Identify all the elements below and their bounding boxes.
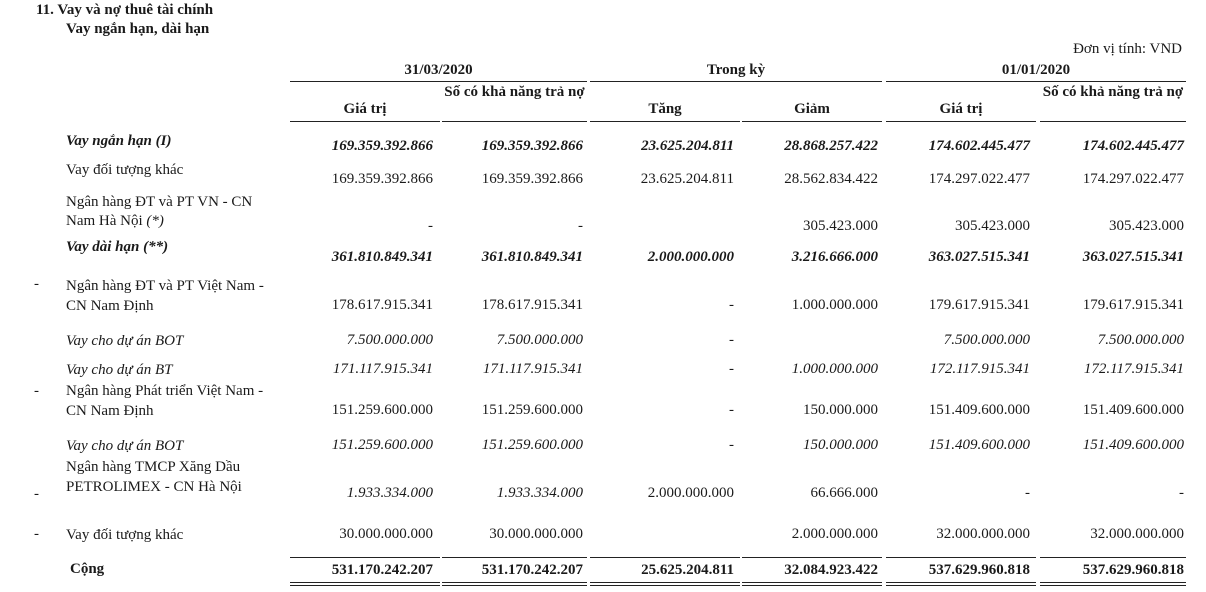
cell-value: 361.810.849.341 bbox=[481, 249, 583, 265]
cell-value: - bbox=[729, 437, 734, 453]
row-label-vay-du-an-bot-2: Vay cho dự án BOT bbox=[66, 438, 184, 454]
row-label-note: (*) bbox=[146, 213, 164, 229]
cell-value: 2.000.000.000 bbox=[791, 526, 878, 542]
row-label-bidv-nam-ha-noi-line1: Ngân hàng ĐT và PT VN - CN bbox=[66, 194, 253, 210]
cell-value: 178.617.915.341 bbox=[481, 297, 583, 313]
row-label-bidv-nam-ha-noi-line2 bbox=[66, 211, 164, 231]
row-label-vay-du-an-bot: Vay cho dự án BOT bbox=[66, 333, 184, 349]
cell-value: - bbox=[729, 297, 734, 313]
group-rule bbox=[590, 81, 882, 82]
header-rule bbox=[290, 121, 440, 122]
header-rule bbox=[590, 121, 740, 122]
cell-value: 169.359.392.866 bbox=[481, 138, 583, 154]
cell-value: 3.216.666.000 bbox=[791, 249, 878, 265]
cell-value: - bbox=[729, 332, 734, 348]
row-label-vay-ngan-han: Vay ngắn hạn (I) bbox=[66, 133, 172, 149]
total-rule-bottom bbox=[290, 582, 440, 583]
row-label-pgbank-line1: Ngân hàng TMCP Xăng Dầu bbox=[66, 459, 241, 475]
cell-value: 171.117.915.341 bbox=[482, 361, 583, 377]
cell-value: 305.423.000 bbox=[1109, 218, 1184, 234]
cell-value: 174.297.022.477 bbox=[1082, 171, 1184, 187]
section-subtitle: Vay ngắn hạn, dài hạn bbox=[66, 21, 210, 37]
total-rule-bottom bbox=[590, 582, 740, 583]
group-rule bbox=[290, 81, 587, 82]
cell-value: - bbox=[729, 361, 734, 377]
cell-value: 1.000.000.000 bbox=[791, 361, 878, 377]
cell-value: 7.500.000.000 bbox=[346, 332, 433, 348]
cell-value: 172.117.915.341 bbox=[1083, 361, 1184, 377]
cell-value: 179.617.915.341 bbox=[928, 297, 1030, 313]
total-rule-bottom bbox=[886, 582, 1036, 583]
total-rule-top bbox=[1040, 557, 1186, 558]
cell-value: - bbox=[1179, 485, 1184, 501]
total-label: Cộng bbox=[70, 561, 105, 577]
cell-value: 172.117.915.341 bbox=[929, 361, 1030, 377]
cell-value: 151.259.600.000 bbox=[331, 402, 433, 418]
total-rule-top bbox=[290, 557, 440, 558]
cell-value: 2.000.000.000 bbox=[647, 249, 734, 265]
cell-value: 151.259.600.000 bbox=[331, 437, 433, 453]
cell-value: 32.000.000.000 bbox=[936, 526, 1030, 542]
cell-value: 1.933.334.000 bbox=[496, 485, 583, 501]
total-value: 531.170.242.207 bbox=[481, 562, 583, 578]
cell-value: 30.000.000.000 bbox=[489, 526, 583, 542]
cell-value: - bbox=[729, 402, 734, 418]
cell-value: - bbox=[578, 218, 583, 234]
col-header-tang: Tăng bbox=[648, 101, 682, 117]
total-value: 537.629.960.818 bbox=[1082, 562, 1184, 578]
row-marker: - bbox=[34, 486, 39, 502]
cell-value: 150.000.000 bbox=[803, 402, 878, 418]
cell-value: 363.027.515.341 bbox=[928, 249, 1030, 265]
total-rule-top bbox=[742, 557, 882, 558]
unit-label: Đơn vị tính: VND bbox=[1073, 41, 1182, 57]
cell-value: 174.297.022.477 bbox=[928, 171, 1030, 187]
cell-value: 2.000.000.000 bbox=[647, 485, 734, 501]
col-header-gia-tri-1: Giá trị bbox=[343, 101, 387, 117]
cell-value: 7.500.000.000 bbox=[1097, 332, 1184, 348]
col-header-so-co-kha-nang-1: Số có khả năng trả nợ bbox=[444, 84, 585, 100]
total-value: 531.170.242.207 bbox=[331, 562, 433, 578]
cell-value: 150.000.000 bbox=[803, 437, 878, 453]
row-marker: - bbox=[34, 526, 39, 542]
cell-value: 169.359.392.866 bbox=[331, 138, 433, 154]
header-rule bbox=[1040, 121, 1186, 122]
cell-value: 151.409.600.000 bbox=[1082, 402, 1184, 418]
cell-value: 1.933.334.000 bbox=[346, 485, 433, 501]
cell-value: 32.000.000.000 bbox=[1090, 526, 1184, 542]
total-rule-bottom bbox=[590, 585, 740, 586]
cell-value: 169.359.392.866 bbox=[331, 171, 433, 187]
cell-value: - bbox=[1025, 485, 1030, 501]
col-header-giam: Giảm bbox=[794, 101, 830, 117]
row-label-vay-doi-tuong-khac: Vay đối tượng khác bbox=[66, 162, 184, 178]
cell-value: 151.259.600.000 bbox=[481, 437, 583, 453]
cell-value: 1.000.000.000 bbox=[791, 297, 878, 313]
row-label-vay-dai-han: Vay dài hạn (**) bbox=[66, 239, 169, 255]
row-label-bidv-nam-dinh-line1: Ngân hàng ĐT và PT Việt Nam - bbox=[66, 278, 264, 294]
row-label-pgbank-line2: PETROLIMEX - CN Hà Nội bbox=[66, 479, 242, 495]
row-marker: - bbox=[34, 276, 39, 292]
cell-value: 151.259.600.000 bbox=[481, 402, 583, 418]
cell-value: 363.027.515.341 bbox=[1082, 249, 1184, 265]
group-header-01-01-2020: 01/01/2020 bbox=[1001, 62, 1071, 78]
cell-value: 23.625.204.811 bbox=[641, 138, 734, 154]
cell-value: 179.617.915.341 bbox=[1082, 297, 1184, 313]
cell-value: 171.117.915.341 bbox=[332, 361, 433, 377]
row-label-vay-doi-tuong-khac-2: Vay đối tượng khác bbox=[66, 527, 184, 543]
group-header-31-03-2020: 31/03/2020 bbox=[404, 62, 473, 78]
cell-value: 169.359.392.866 bbox=[481, 171, 583, 187]
header-rule bbox=[886, 121, 1036, 122]
total-rule-top bbox=[442, 557, 587, 558]
cell-value: - bbox=[428, 218, 433, 234]
total-rule-bottom bbox=[1040, 585, 1186, 586]
cell-value: 151.409.600.000 bbox=[1082, 437, 1184, 453]
cell-value: 28.868.257.422 bbox=[784, 138, 878, 154]
cell-value: 174.602.445.477 bbox=[1082, 138, 1184, 154]
cell-value: 66.666.000 bbox=[810, 485, 878, 501]
row-label-bidv-nam-dinh-line2: CN Nam Định bbox=[66, 298, 154, 314]
total-rule-bottom bbox=[290, 585, 440, 586]
row-label-vay-du-an-bt: Vay cho dự án BT bbox=[66, 362, 173, 378]
row-label-text: Nam Hà Nội bbox=[66, 213, 143, 229]
cell-value: 151.409.600.000 bbox=[928, 402, 1030, 418]
group-rule bbox=[886, 81, 1186, 82]
total-value: 537.629.960.818 bbox=[928, 562, 1030, 578]
cell-value: 174.602.445.477 bbox=[928, 138, 1030, 154]
total-rule-top bbox=[886, 557, 1036, 558]
header-rule bbox=[742, 121, 882, 122]
section-title: 11. Vay và nợ thuê tài chính bbox=[36, 2, 214, 18]
row-label-vdb-nam-dinh-line2: CN Nam Định bbox=[66, 403, 154, 419]
cell-value: 178.617.915.341 bbox=[331, 297, 433, 313]
total-value: 25.625.204.811 bbox=[641, 562, 734, 578]
group-header-trong-ky: Trong kỳ bbox=[706, 62, 766, 78]
col-header-gia-tri-2: Giá trị bbox=[939, 101, 983, 117]
cell-value: 28.562.834.422 bbox=[784, 171, 878, 187]
cell-value: 361.810.849.341 bbox=[331, 249, 433, 265]
row-marker: - bbox=[34, 383, 39, 399]
col-header-so-co-kha-nang-2: Số có khả năng trả nợ bbox=[1042, 84, 1184, 100]
total-rule-bottom bbox=[1040, 582, 1186, 583]
cell-value: 305.423.000 bbox=[955, 218, 1030, 234]
cell-value: 7.500.000.000 bbox=[943, 332, 1030, 348]
cell-value: 23.625.204.811 bbox=[640, 171, 734, 187]
total-value: 32.084.923.422 bbox=[784, 562, 878, 578]
total-rule-bottom bbox=[886, 585, 1036, 586]
total-rule-bottom bbox=[742, 582, 882, 583]
cell-value: 305.423.000 bbox=[803, 218, 878, 234]
total-rule-bottom bbox=[742, 585, 882, 586]
total-rule-bottom bbox=[442, 585, 587, 586]
cell-value: 151.409.600.000 bbox=[928, 437, 1030, 453]
header-rule bbox=[442, 121, 587, 122]
row-label-vdb-nam-dinh-line1: Ngân hàng Phát triển Việt Nam - bbox=[66, 383, 264, 399]
cell-value: 30.000.000.000 bbox=[339, 526, 433, 542]
total-rule-top bbox=[590, 557, 740, 558]
total-rule-bottom bbox=[442, 582, 587, 583]
cell-value: 7.500.000.000 bbox=[496, 332, 583, 348]
